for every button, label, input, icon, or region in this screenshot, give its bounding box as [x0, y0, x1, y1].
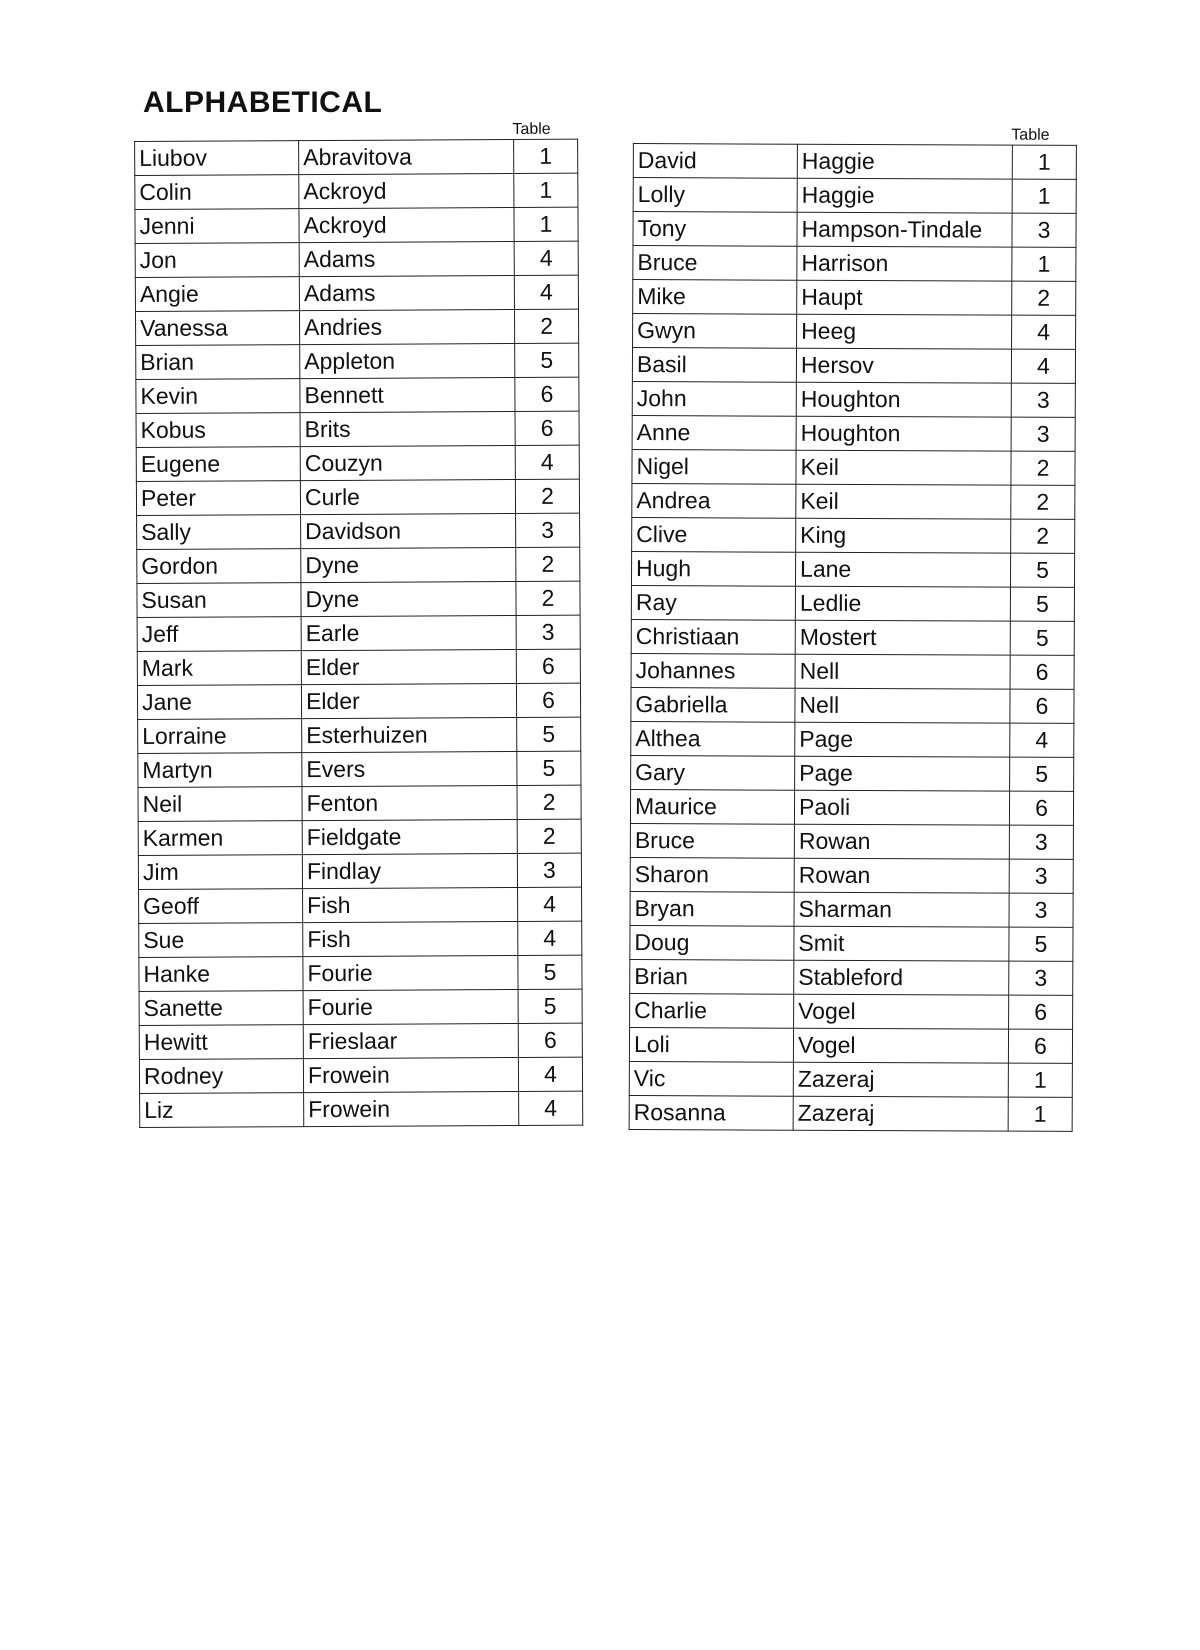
table-number-cell: 4 [518, 887, 582, 921]
last-name-cell: Heeg [797, 314, 1012, 349]
first-name-cell: Ray [631, 585, 795, 620]
table-row [139, 955, 582, 991]
last-name-cell: Andries [299, 310, 514, 345]
table-number-cell: 1 [1008, 1097, 1072, 1131]
table-row [629, 1095, 1072, 1131]
table-number-cell: 2 [516, 581, 580, 615]
last-name-cell: Fenton [302, 786, 517, 821]
table-row [137, 683, 580, 719]
table-column-header: Table [1011, 126, 1050, 144]
first-name-cell: Jon [135, 243, 299, 278]
first-name-cell: Hanke [139, 957, 303, 992]
last-name-cell: Fourie [303, 990, 518, 1025]
table-row [633, 178, 1076, 214]
table-number-cell: 6 [516, 649, 580, 683]
last-name-cell: Page [795, 756, 1010, 791]
last-name-cell: Houghton [796, 416, 1011, 451]
last-name-cell: Sharman [794, 892, 1009, 927]
last-name-cell: Harrison [797, 246, 1012, 281]
table-number-cell: 3 [516, 615, 580, 649]
first-name-cell: Hugh [631, 551, 795, 586]
table-number-cell: 2 [517, 819, 581, 853]
last-name-cell: Mostert [795, 620, 1010, 655]
table-row [135, 309, 578, 345]
table-row [136, 343, 579, 379]
table-row [630, 959, 1073, 995]
first-name-cell: Charlie [630, 993, 794, 1028]
last-name-cell: Frowein [304, 1091, 519, 1126]
first-name-cell: Angie [135, 277, 299, 312]
table-row [139, 887, 582, 923]
table-number-cell: 1 [1012, 179, 1076, 213]
table-row [631, 755, 1074, 791]
first-name-cell: Eugene [136, 447, 300, 482]
first-name-cell: Gary [631, 755, 795, 790]
first-name-cell: Christiaan [631, 619, 795, 654]
table-row [135, 207, 578, 243]
table-number-cell: 4 [518, 921, 582, 955]
table-row [630, 925, 1073, 961]
table-number-cell: 5 [1009, 927, 1073, 961]
table-row [138, 785, 581, 821]
table-number-cell: 4 [518, 1057, 582, 1091]
first-name-cell: Jeff [137, 617, 301, 652]
first-name-cell: Anne [632, 415, 796, 450]
table-number-cell: 6 [1009, 791, 1073, 825]
last-name-cell: King [796, 518, 1011, 553]
table-row [632, 517, 1075, 553]
table-row [137, 649, 580, 685]
first-name-cell: Sally [137, 515, 301, 550]
last-name-cell: Zazeraj [793, 1062, 1008, 1097]
table-column-header: Table [512, 120, 551, 139]
left-seating-table [134, 139, 583, 1128]
table-row [135, 241, 578, 277]
table-row [630, 891, 1073, 927]
table-number-cell: 6 [1010, 655, 1074, 689]
table-number-cell: 2 [1012, 281, 1076, 315]
table-row [140, 1091, 583, 1127]
last-name-cell: Esterhuizen [302, 718, 517, 753]
first-name-cell: John [632, 381, 796, 416]
table-row [629, 1061, 1072, 1097]
table-number-cell: 4 [514, 275, 578, 309]
table-row [633, 314, 1076, 350]
table-number-cell: 4 [1010, 723, 1074, 757]
table-row [139, 1057, 582, 1093]
table-row [631, 619, 1074, 655]
first-name-cell: Brian [136, 345, 300, 380]
table-number-cell: 2 [1011, 519, 1075, 553]
last-name-cell: Ackroyd [299, 174, 514, 209]
table-row [632, 381, 1075, 417]
last-name-cell: Rowan [794, 858, 1009, 893]
first-name-cell: Lolly [633, 178, 797, 213]
last-name-cell: Bennett [300, 378, 515, 413]
table-number-cell: 1 [514, 139, 578, 173]
last-name-cell: Page [795, 722, 1010, 757]
table-number-cell: 1 [1012, 145, 1076, 179]
last-name-cell: Keil [796, 484, 1011, 519]
table-row [633, 280, 1076, 316]
last-name-cell: Haupt [797, 280, 1012, 315]
table-row [135, 275, 578, 311]
first-name-cell: Susan [137, 583, 301, 618]
last-name-cell: Abravitova [299, 140, 514, 175]
table-number-cell: 6 [515, 411, 579, 445]
last-name-cell: Vogel [794, 994, 1009, 1029]
table-row [139, 989, 582, 1025]
first-name-cell: David [633, 144, 797, 179]
first-name-cell: Lorraine [138, 719, 302, 754]
last-name-cell: Earle [301, 616, 516, 651]
table-row [630, 823, 1073, 859]
table-row [136, 377, 579, 413]
table-row [135, 173, 578, 209]
table-row [631, 551, 1074, 587]
first-name-cell: Peter [136, 481, 300, 516]
last-name-cell: Elder [301, 650, 516, 685]
first-name-cell: Nigel [632, 449, 796, 484]
table-number-cell: 3 [1011, 417, 1075, 451]
table-row [135, 139, 578, 175]
table-number-cell: 3 [1009, 893, 1073, 927]
last-name-cell: Hersov [796, 348, 1011, 383]
right-seating-list [629, 124, 1067, 1132]
table-row [138, 717, 581, 753]
last-name-cell: Fish [303, 922, 518, 957]
last-name-cell: Vogel [793, 1028, 1008, 1063]
table-number-cell: 2 [514, 309, 578, 343]
first-name-cell: Basil [632, 348, 796, 383]
table-row [630, 789, 1073, 825]
last-name-cell: Ledlie [795, 586, 1010, 621]
first-name-cell: Clive [632, 517, 796, 552]
last-name-cell: Davidson [301, 514, 516, 549]
first-name-cell: Gwyn [633, 314, 797, 349]
last-name-cell: Lane [795, 552, 1010, 587]
first-name-cell: Liz [140, 1093, 304, 1128]
table-number-cell: 5 [1010, 553, 1074, 587]
page-title: ALPHABETICAL [143, 86, 383, 119]
left-seating-list [134, 120, 573, 1128]
table-row [138, 853, 581, 889]
first-name-cell: Mike [633, 280, 797, 315]
first-name-cell: Martyn [138, 753, 302, 788]
last-name-cell: Findlay [302, 854, 517, 889]
first-name-cell: Sue [139, 923, 303, 958]
table-row [139, 921, 582, 957]
table-number-cell: 2 [1011, 485, 1075, 519]
last-name-cell: Stableford [794, 960, 1009, 995]
last-name-cell: Evers [302, 752, 517, 787]
table-number-cell: 5 [518, 989, 582, 1023]
last-name-cell: Haggie [797, 178, 1012, 213]
table-row [633, 212, 1076, 248]
last-name-cell: Paoli [794, 790, 1009, 825]
table-number-cell: 5 [515, 343, 579, 377]
table-number-cell: 6 [1010, 689, 1074, 723]
table-number-cell: 4 [1011, 349, 1075, 383]
table-number-cell: 6 [1008, 1029, 1072, 1063]
first-name-cell: Neil [138, 787, 302, 822]
first-name-cell: Jim [138, 855, 302, 890]
table-number-cell: 6 [518, 1023, 582, 1057]
first-name-cell: Maurice [630, 789, 794, 824]
table-row [632, 449, 1075, 485]
first-name-cell: Vanessa [135, 311, 299, 346]
table-number-cell: 1 [1008, 1063, 1072, 1097]
table-row [631, 687, 1074, 723]
table-number-cell: 5 [1010, 587, 1074, 621]
first-name-cell: Colin [135, 175, 299, 210]
table-number-cell: 6 [515, 377, 579, 411]
last-name-cell: Ackroyd [299, 208, 514, 243]
last-name-cell: Nell [795, 688, 1010, 723]
last-name-cell: Brits [300, 412, 515, 447]
last-name-cell: Keil [796, 450, 1011, 485]
first-name-cell: Mark [137, 651, 301, 686]
table-number-cell: 3 [516, 513, 580, 547]
first-name-cell: Rosanna [629, 1095, 793, 1130]
table-number-cell: 3 [517, 853, 581, 887]
last-name-cell: Smit [794, 926, 1009, 961]
table-row [136, 445, 579, 481]
table-number-cell: 4 [519, 1091, 583, 1125]
table-row [137, 547, 580, 583]
table-number-cell: 3 [1009, 859, 1073, 893]
table-row [138, 751, 581, 787]
last-name-cell: Rowan [794, 824, 1009, 859]
table-row [633, 144, 1076, 180]
last-name-cell: Frowein [303, 1058, 518, 1093]
first-name-cell: Kobus [136, 413, 300, 448]
table-number-cell: 2 [517, 785, 581, 819]
table-number-cell: 1 [514, 173, 578, 207]
table-row [632, 483, 1075, 519]
table-number-cell: 5 [518, 955, 582, 989]
table-number-cell: 5 [1010, 621, 1074, 655]
last-name-cell: Adams [299, 242, 514, 277]
table-number-cell: 2 [516, 547, 580, 581]
first-name-cell: Brian [630, 959, 794, 994]
table-number-cell: 3 [1009, 961, 1073, 995]
first-name-cell: Tony [633, 212, 797, 247]
table-row [630, 857, 1073, 893]
table-number-cell: 2 [515, 479, 579, 513]
last-name-cell: Fish [303, 888, 518, 923]
table-row [137, 615, 580, 651]
last-name-cell: Appleton [300, 344, 515, 379]
last-name-cell: Fieldgate [302, 820, 517, 855]
table-number-cell: 1 [1012, 247, 1076, 281]
table-row [136, 411, 579, 447]
last-name-cell: Houghton [796, 382, 1011, 417]
first-name-cell: Althea [631, 721, 795, 756]
first-name-cell: Sharon [630, 857, 794, 892]
table-row [632, 415, 1075, 451]
table-row [632, 348, 1075, 384]
last-name-cell: Elder [301, 684, 516, 719]
table-row [137, 513, 580, 549]
last-name-cell: Hampson-Tindale [797, 212, 1012, 247]
first-name-cell: Vic [629, 1061, 793, 1096]
first-name-cell: Bruce [633, 246, 797, 281]
right-seating-table [629, 143, 1077, 1132]
first-name-cell: Bryan [630, 891, 794, 926]
table-number-cell: 6 [516, 683, 580, 717]
first-name-cell: Gabriella [631, 687, 795, 722]
first-name-cell: Sanette [139, 991, 303, 1026]
last-name-cell: Frieslaar [303, 1024, 518, 1059]
first-name-cell: Karmen [138, 821, 302, 856]
table-number-cell: 1 [514, 207, 578, 241]
last-name-cell: Couzyn [300, 446, 515, 481]
table-row [136, 479, 579, 515]
first-name-cell: Andrea [632, 483, 796, 518]
first-name-cell: Bruce [630, 823, 794, 858]
last-name-cell: Adams [299, 276, 514, 311]
table-row [631, 721, 1074, 757]
table-row [629, 1027, 1072, 1063]
last-name-cell: Zazeraj [793, 1096, 1008, 1131]
table-number-cell: 2 [1011, 451, 1075, 485]
first-name-cell: Rodney [139, 1059, 303, 1094]
first-name-cell: Hewitt [139, 1025, 303, 1060]
first-name-cell: Geoff [139, 889, 303, 924]
table-row [630, 993, 1073, 1029]
first-name-cell: Loli [629, 1027, 793, 1062]
table-number-cell: 5 [517, 751, 581, 785]
table-number-cell: 3 [1011, 383, 1075, 417]
first-name-cell: Jenni [135, 209, 299, 244]
first-name-cell: Doug [630, 925, 794, 960]
table-row [631, 653, 1074, 689]
table-number-cell: 5 [1010, 757, 1074, 791]
first-name-cell: Johannes [631, 653, 795, 688]
last-name-cell: Curle [300, 480, 515, 515]
first-name-cell: Liubov [135, 141, 299, 176]
last-name-cell: Dyne [301, 548, 516, 583]
table-number-cell: 4 [514, 241, 578, 275]
table-row [137, 581, 580, 617]
first-name-cell: Gordon [137, 549, 301, 584]
table-row [139, 1023, 582, 1059]
last-name-cell: Fourie [303, 956, 518, 991]
table-number-cell: 3 [1012, 213, 1076, 247]
last-name-cell: Nell [795, 654, 1010, 689]
first-name-cell: Kevin [136, 379, 300, 414]
table-row [631, 585, 1074, 621]
table-number-cell: 6 [1009, 995, 1073, 1029]
table-number-cell: 4 [515, 445, 579, 479]
table-row [633, 246, 1076, 282]
last-name-cell: Haggie [797, 144, 1012, 179]
table-row [138, 819, 581, 855]
table-number-cell: 3 [1009, 825, 1073, 859]
last-name-cell: Dyne [301, 582, 516, 617]
table-number-cell: 5 [517, 717, 581, 751]
table-number-cell: 4 [1012, 315, 1076, 349]
first-name-cell: Jane [137, 685, 301, 720]
